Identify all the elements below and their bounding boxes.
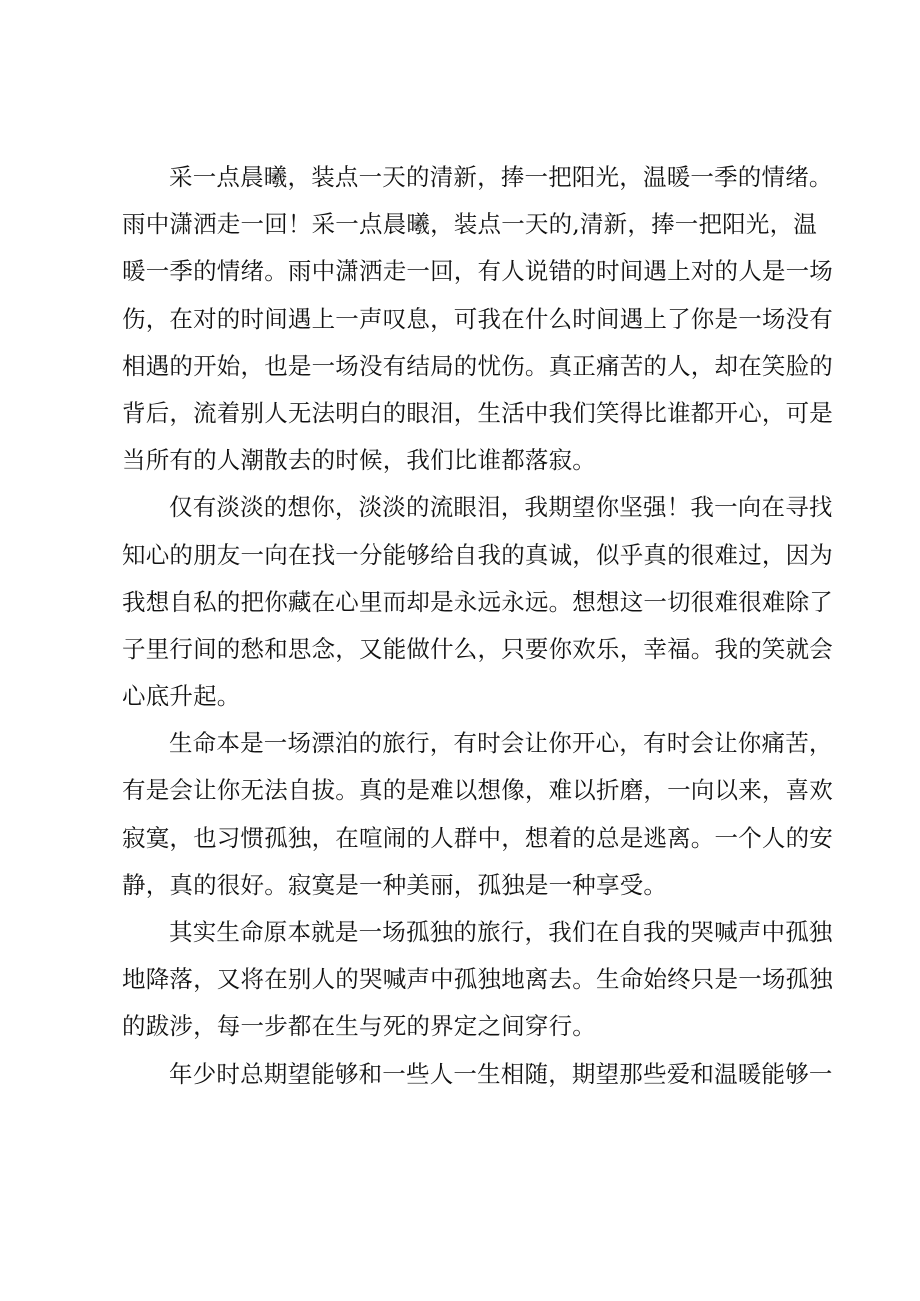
text-line: 伤，在对的时间遇上一声叹息，可我在什么时间遇上了你是一场没有 [122,304,833,333]
text-line: 背后，流着别人无法明白的眼泪，生活中我们笑得比谁都开心，可是 [122,398,833,427]
text-line: 寂寞，也习惯孤独，在喧闹的人群中，想着的总是逃离。一个人的安 [122,823,833,852]
text-line: 采一点晨曦，装点一天的清新，捧一把阳光，温暖一季的情绪。 [169,163,833,191]
text-line: 当所有的人潮散去的时候，我们比谁都落寂。 [122,446,596,475]
text-line: 有是会让你无法自拔。真的是难以想像，难以折磨，一向以来，喜欢 [122,776,833,805]
paragraph [122,909,833,1051]
document-body [122,154,833,1098]
text-line: 静，真的很好。寂寞是一种美丽，孤独是一种享受。 [122,870,668,899]
text-line: 生命本是一场漂泊的旅行，有时会让你开心，有时会让你痛苦， [169,729,833,758]
text-line: 心底升起。 [122,682,241,711]
paragraph [122,720,833,909]
paragraph [122,1051,833,1098]
text-line: 我想自私的把你藏在心里而却是永远永远。想想这一切很难很难除了 [122,587,833,616]
text-line: 年少时总期望能够和一些人一生相随，期望那些爱和温暖能够一 [169,1059,833,1088]
text-line: 仅有淡淡的想你，淡淡的流眼泪，我期望你坚强！我一向在寻找 [169,493,833,522]
text-line: 其实生命原本就是一场孤独的旅行，我们在自我的哭喊声中孤独 [169,918,833,946]
text-line: 地降落，又将在别人的哭喊声中孤独地离去。生命始终只是一场孤独 [122,965,833,994]
text-line: 知心的朋友一向在找一分能够给自我的真诚，似乎真的很难过，因为 [122,540,833,569]
text-line: 雨中潇洒走一回！采一点晨曦，装点一天的,清新，捧一把阳光，温 [122,210,817,239]
text-line: 暖一季的情绪。雨中潇洒走一回，有人说错的时间遇上对的人是一场 [122,257,833,286]
paragraph [122,484,833,720]
paragraph [122,154,833,484]
text-line: 子里行间的愁和思念，又能做什么，只要你欢乐，幸福。我的笑就会 [122,634,833,663]
text-line: 的跋涉，每一步都在生与死的界定之间穿行。 [122,1012,596,1041]
text-line: 相遇的开始，也是一场没有结局的忧伤。真正痛苦的人，却在笑脸的 [122,351,833,380]
